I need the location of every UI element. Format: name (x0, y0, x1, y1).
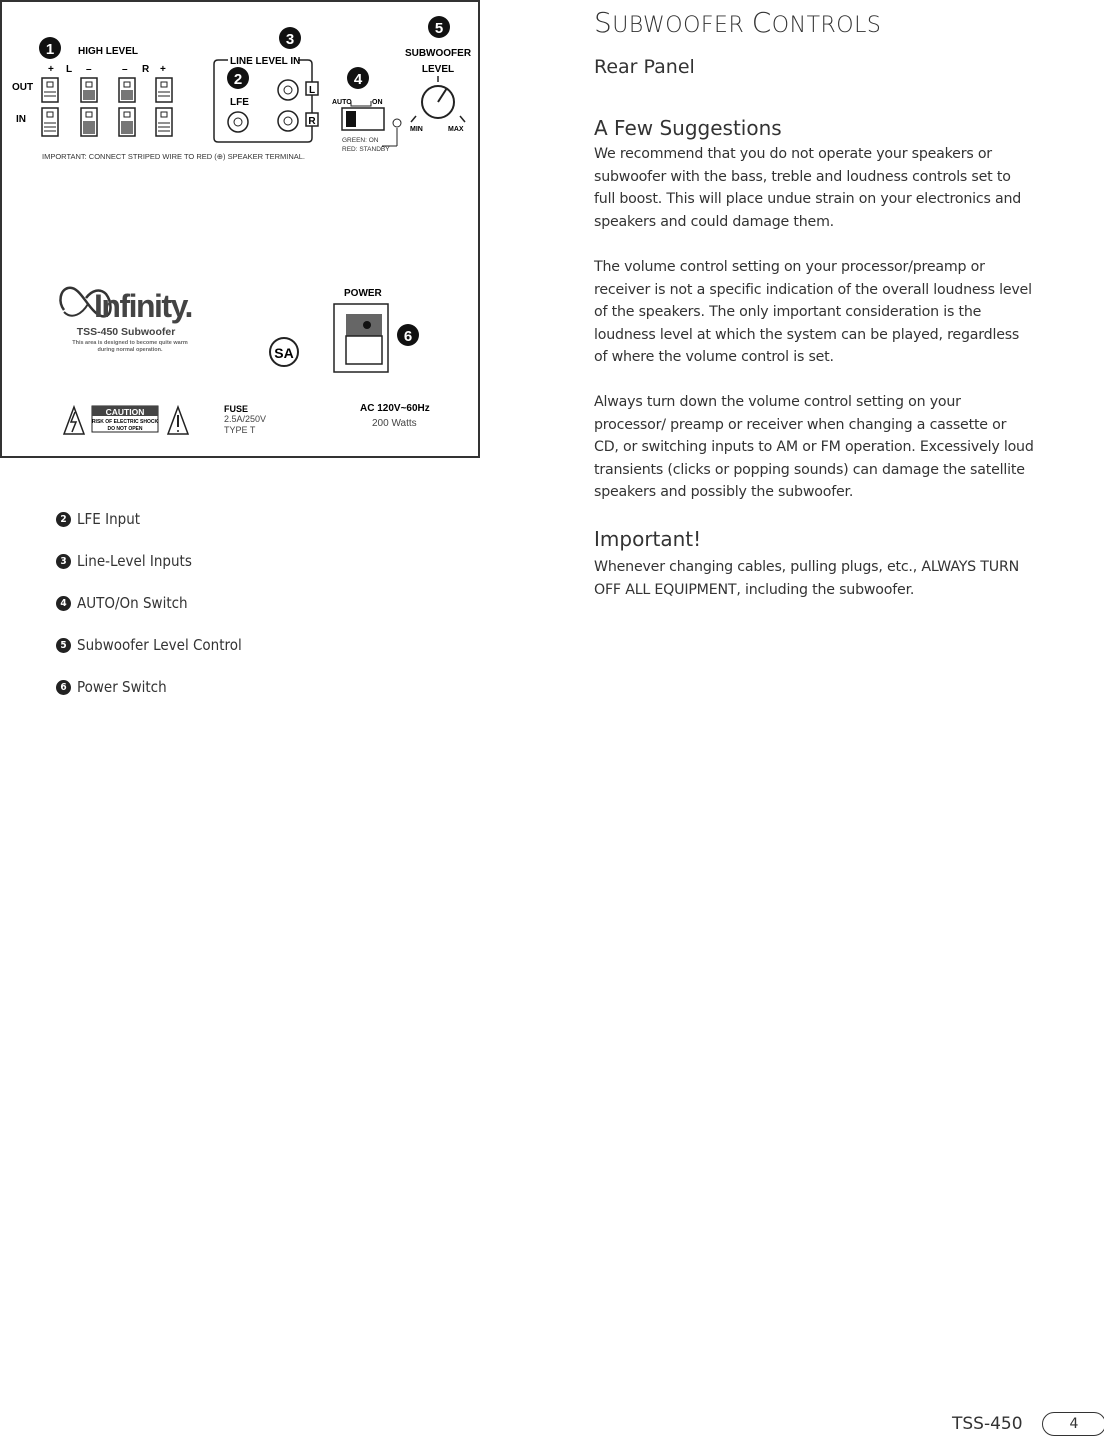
level-label: LEVEL (421, 64, 455, 75)
brand-wordmark: Infinity. (94, 288, 192, 324)
level-tick-min (411, 116, 416, 122)
suggestion-paragraph-3: Always turn down the volume control setting on your processor/ preamp or receiver when changing a cassette or CD, or switching inputs to AM or FM operation. Excessively loud transients (clicks or popping sounds) can damage the satellite speakers and possibly the subwoofer. (594, 394, 1034, 501)
footer-model: TSS-450 (952, 1414, 1023, 1434)
jack-l-label: L (308, 85, 316, 96)
line-l-jack (278, 80, 298, 100)
channel-l-label: L (66, 64, 73, 75)
legend-number: 3 (56, 554, 71, 569)
terminal-in-1 (42, 108, 58, 136)
fuse-rating: 2.5A/250V (224, 414, 267, 424)
warm-note-2: during normal operation. (97, 347, 163, 353)
terminal-in-3 (119, 108, 135, 136)
terminal-out-1 (42, 78, 58, 102)
callout-1-label: 1 (45, 41, 55, 58)
legend-label: Subwoofer Level Control (77, 636, 242, 654)
title-part-2: ONTROLS (771, 13, 882, 38)
legend-number: 4 (56, 596, 71, 611)
speaker-terminals (42, 78, 172, 136)
auto-label: AUTO (332, 99, 352, 106)
title-initial-c: C (751, 6, 772, 39)
title-part-1: UBWOOFER (612, 13, 752, 38)
callout-5-label: 5 (434, 20, 444, 37)
power-switch (334, 304, 388, 372)
suggestions-heading: A Few Suggestions (594, 116, 782, 140)
legend-item (56, 540, 242, 582)
legend-number: 5 (56, 638, 71, 653)
caution-line-2: DO NOT OPEN (107, 426, 143, 432)
level-tick-max (460, 116, 465, 122)
polarity-plus-r: + (160, 64, 166, 75)
auto-on-switch (342, 108, 384, 130)
suggestion-paragraph-2: The volume control setting on your processor/preamp or receiver is not a specific indication of the overall loudness level of the speakers. The only important consideration is the loudness level at which the system can be played, regardless of where the volume control is set. (594, 259, 1032, 366)
title-initial-s: S (594, 6, 613, 39)
terminal-in-4 (156, 108, 172, 136)
fuse-type: TYPE T (224, 425, 256, 435)
caution-line-1: RISK OF ELECTRIC SHOCK (91, 419, 159, 425)
warm-note-1: This area is designed to become quite warm (72, 340, 188, 346)
polarity-plus-l: + (48, 64, 54, 75)
power-label: POWER (344, 288, 382, 299)
terminal-out-4 (156, 78, 172, 102)
watts-label: 200 Watts (372, 418, 417, 429)
terminal-out-2 (81, 78, 97, 102)
line-level-in-label: LINE LEVEL IN (230, 56, 301, 67)
rear-panel-drawing (2, 2, 482, 460)
polarity-minus-l: – (86, 64, 92, 75)
exclamation-warning-icon (168, 407, 188, 434)
subwoofer-label: SUBWOOFER (404, 48, 472, 59)
lfe-jack (228, 112, 248, 132)
high-level-label: HIGH LEVEL (78, 46, 139, 57)
legend-item (56, 666, 242, 708)
ac-rating: AC 120V~60Hz (360, 403, 430, 414)
status-led (382, 119, 401, 146)
legend-item (56, 624, 242, 666)
important-heading: Important! (594, 527, 702, 551)
line-r-jack (278, 111, 298, 131)
legend-label: Line-Level Inputs (77, 552, 192, 570)
legend-label: Power Switch (77, 678, 167, 696)
callout-4-label: 4 (353, 71, 363, 88)
section-subtitle: Rear Panel (594, 56, 695, 78)
on-label: ON (372, 99, 383, 106)
jack-r-label: R (308, 116, 316, 127)
legend-label: AUTO/On Switch (77, 594, 188, 612)
green-on-label: GREEN: ON (342, 137, 379, 144)
level-knob (422, 86, 454, 118)
callout-6-label: 6 (403, 328, 413, 345)
red-standby-label: RED: STANDBY (342, 146, 390, 153)
important-wire-note: IMPORTANT: CONNECT STRIPED WIRE TO RED (⊕) SPEAKER TERMINAL. (42, 152, 305, 161)
channel-r-label: R (142, 64, 150, 75)
switch-bracket (351, 101, 371, 106)
shock-warning-icon (64, 407, 84, 434)
terminal-out-3 (119, 78, 135, 102)
legend-item (56, 582, 242, 624)
out-label: OUT (12, 82, 34, 93)
important-paragraph: Whenever changing cables, pulling plugs, etc., ALWAYS TURN OFF ALL EQUIPMENT, including the subwoofer. (594, 559, 1020, 598)
min-label: MIN (410, 126, 423, 133)
suggestion-paragraph-1: We recommend that you do not operate your speakers or subwoofer with the bass, treble and loudness controls set to full boost. This will place undue strain on your electronics and speakers and could damage them. (594, 146, 1022, 230)
callout-legend (56, 498, 242, 708)
model-label: TSS-450 Subwoofer (76, 326, 176, 338)
caution-label: CAUTION (105, 407, 145, 417)
polarity-minus-r: – (122, 64, 128, 75)
callout-2-label: 2 (233, 71, 243, 88)
legend-number: 6 (56, 680, 71, 695)
csa-mark (270, 338, 298, 366)
legend-item (56, 498, 242, 540)
legend-label: LFE Input (77, 510, 141, 528)
fuse-label: FUSE (224, 404, 249, 414)
page-title (594, 6, 881, 39)
callout-3-label: 3 (285, 31, 295, 48)
terminal-in-2 (81, 108, 97, 136)
max-label: MAX (448, 126, 464, 133)
csa-label: SA (274, 345, 294, 361)
legend-number: 2 (56, 512, 71, 527)
page-number: 4 (1042, 1412, 1104, 1436)
rear-panel-illustration (0, 0, 480, 458)
in-label: IN (16, 114, 26, 125)
lfe-label: LFE (230, 97, 249, 108)
